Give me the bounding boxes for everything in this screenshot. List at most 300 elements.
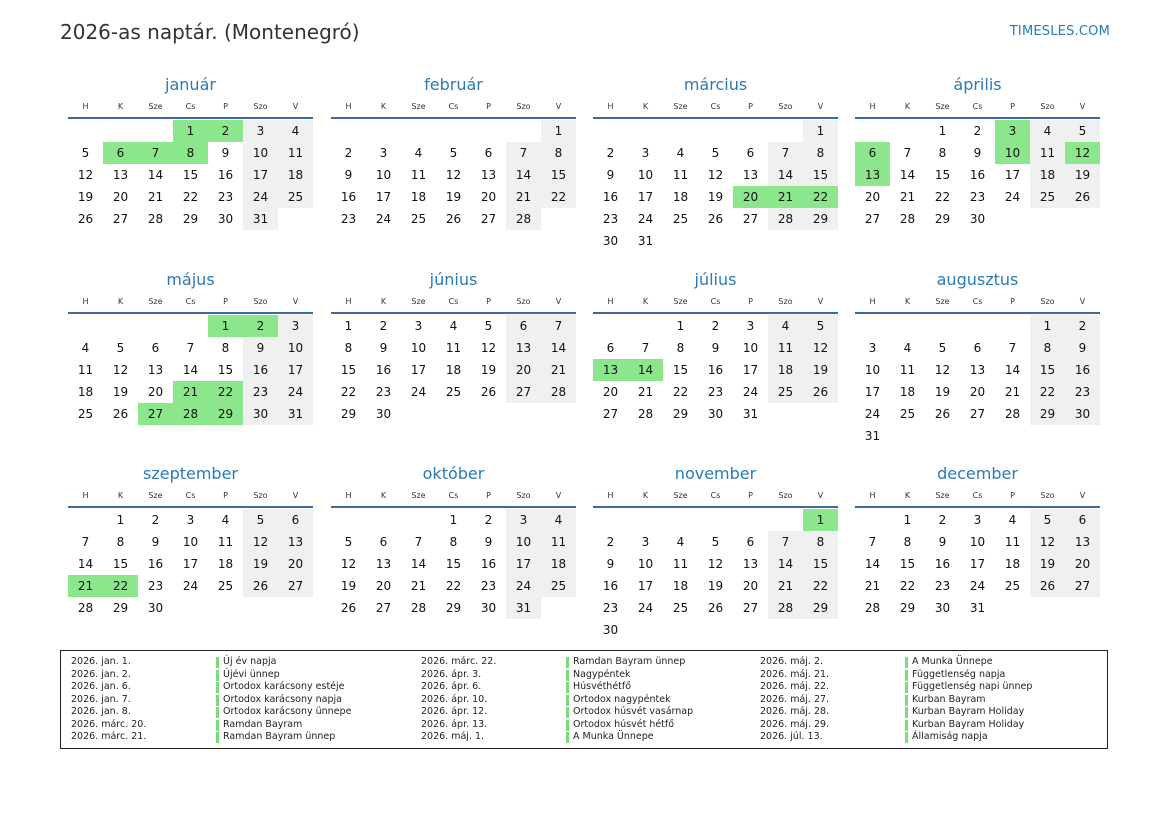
day-cell: 3 xyxy=(414,319,423,333)
day-cell: 17 xyxy=(410,363,427,377)
weekday-label: Szo xyxy=(1040,297,1055,306)
weekday-label: Cs xyxy=(972,491,983,500)
legend-holiday-name: Húsvéthétfő xyxy=(573,681,632,692)
day-cell: 30 xyxy=(480,601,497,615)
day-cell: 20 xyxy=(1065,553,1100,575)
day-cell: 28 xyxy=(768,597,803,619)
day-cell: 25 xyxy=(1004,579,1021,593)
weekday-header xyxy=(855,489,1100,503)
day-cell: 6 xyxy=(1065,509,1100,531)
holiday-day-cell: 6 xyxy=(103,142,138,164)
holiday-day-cell: 1 xyxy=(208,315,243,337)
weekday-header xyxy=(593,100,838,114)
day-cell: 6 xyxy=(746,535,755,549)
day-cell: 16 xyxy=(217,168,234,182)
weekday-label: P xyxy=(1010,102,1015,111)
day-cell: 7 xyxy=(641,341,650,355)
weekday-label: Cs xyxy=(710,491,721,500)
weekday-label: V xyxy=(817,102,824,111)
legend-holiday-name: Ramdan Bayram xyxy=(223,718,303,730)
day-cell: 23 xyxy=(147,579,164,593)
legend-color-bar xyxy=(905,732,908,743)
weekday-label: Cs xyxy=(448,102,459,111)
day-cell: 25 xyxy=(445,385,462,399)
day-cell: 19 xyxy=(445,190,462,204)
day-cell: 28 xyxy=(637,407,654,421)
day-cell: 25 xyxy=(77,407,94,421)
day-cell: 18 xyxy=(768,359,803,381)
day-cell: 1 xyxy=(541,120,576,142)
weekday-label: Sze xyxy=(148,297,163,306)
legend-date: 2026. jan. 2. xyxy=(71,668,131,680)
weekday-label: H xyxy=(869,102,876,111)
day-cell: 16 xyxy=(602,190,619,204)
weekday-label: Szo xyxy=(516,297,531,306)
day-cell: 24 xyxy=(278,381,313,403)
weekday-header xyxy=(593,295,838,309)
day-cell: 26 xyxy=(1065,186,1100,208)
day-cell: 20 xyxy=(147,385,164,399)
month-name: november xyxy=(674,464,757,483)
weekday-label: P xyxy=(1010,491,1015,500)
day-cell: 20 xyxy=(969,385,986,399)
day-cell: 16 xyxy=(243,359,278,381)
legend-color-bar xyxy=(216,720,219,731)
legend-date: 2026. ápr. 10. xyxy=(421,693,488,705)
day-cell: 13 xyxy=(112,168,129,182)
holiday-day-cell: 12 xyxy=(1065,142,1100,164)
day-cell: 15 xyxy=(112,557,129,571)
legend-date: 2026. máj. 2. xyxy=(760,656,824,667)
weekday-label: Cs xyxy=(185,102,196,111)
day-cell: 24 xyxy=(243,186,278,208)
day-cell: 21 xyxy=(637,385,654,399)
day-cell: 9 xyxy=(606,168,615,182)
day-cell: 23 xyxy=(969,190,986,204)
day-cell: 4 xyxy=(1008,513,1017,527)
day-cell: 8 xyxy=(803,142,838,164)
day-cell: 21 xyxy=(1004,385,1021,399)
weekday-label: P xyxy=(223,102,228,111)
holiday-day-cell: 27 xyxy=(138,403,173,425)
day-cell: 30 xyxy=(1065,403,1100,425)
day-cell: 24 xyxy=(969,579,986,593)
day-cell: 23 xyxy=(707,385,724,399)
weekday-label: V xyxy=(1079,297,1086,306)
weekday-label: V xyxy=(1079,102,1086,111)
day-cell: 20 xyxy=(375,579,392,593)
legend-holiday-name: Kurban Bayram Holiday xyxy=(912,718,1025,730)
day-cell: 4 xyxy=(676,535,685,549)
header-rule xyxy=(593,117,838,119)
day-cell: 21 xyxy=(864,579,881,593)
day-cell: 1 xyxy=(116,513,125,527)
legend-holiday-name: Ortodox karácsony ünnepe xyxy=(223,706,352,717)
weekday-label: P xyxy=(223,491,228,500)
legend-color-bar xyxy=(905,682,908,693)
header-rule xyxy=(331,312,576,314)
day-cell: 9 xyxy=(606,557,615,571)
day-cell: 15 xyxy=(803,553,838,575)
legend-holiday-name: Ramdan Bayram ünnep xyxy=(573,656,686,667)
legend-holiday-name: Államiság napja xyxy=(912,731,988,742)
day-cell: 2 xyxy=(484,513,493,527)
header-rule xyxy=(331,506,576,508)
day-cell: 12 xyxy=(77,168,94,182)
day-cell: 10 xyxy=(278,337,313,359)
day-cell: 23 xyxy=(340,212,357,226)
holiday-day-cell: 1 xyxy=(173,120,208,142)
weekday-header xyxy=(68,100,313,114)
legend-item xyxy=(421,719,751,732)
day-cell: 24 xyxy=(375,212,392,226)
legend-color-bar xyxy=(216,670,219,681)
day-cell: 15 xyxy=(340,363,357,377)
day-cell: 28 xyxy=(768,208,803,230)
day-cell: 31 xyxy=(864,429,881,443)
day-cell: 13 xyxy=(742,557,759,571)
legend-color-bar xyxy=(905,695,908,706)
day-cell: 12 xyxy=(934,363,951,377)
weekday-label: Sze xyxy=(411,491,426,500)
day-cell: 28 xyxy=(410,601,427,615)
legend-item xyxy=(421,669,751,682)
legend-color-bar xyxy=(216,695,219,706)
day-cell: 30 xyxy=(602,234,619,248)
weekday-label: P xyxy=(1010,297,1015,306)
day-cell: 11 xyxy=(768,337,803,359)
weekday-label: K xyxy=(380,102,387,111)
weekday-label: K xyxy=(117,491,124,500)
day-cell: 8 xyxy=(221,341,230,355)
day-cell: 20 xyxy=(480,190,497,204)
day-cell: 6 xyxy=(379,535,388,549)
day-cell: 22 xyxy=(803,575,838,597)
day-cell: 15 xyxy=(217,363,234,377)
weekday-header xyxy=(593,489,838,503)
legend-item xyxy=(760,694,1090,707)
day-cell: 2 xyxy=(711,319,720,333)
day-cell: 9 xyxy=(344,168,353,182)
holiday-day-cell: 20 xyxy=(733,186,768,208)
day-cell: 18 xyxy=(278,164,313,186)
day-cell: 16 xyxy=(375,363,392,377)
day-cell: 17 xyxy=(278,359,313,381)
day-cell: 6 xyxy=(506,315,541,337)
day-cell: 26 xyxy=(480,385,497,399)
weekday-label: K xyxy=(904,297,911,306)
day-cell: 8 xyxy=(938,146,947,160)
legend-date: 2026. ápr. 13. xyxy=(421,718,488,730)
day-cell: 26 xyxy=(340,601,357,615)
day-cell: 24 xyxy=(864,407,881,421)
day-cell: 20 xyxy=(742,579,759,593)
day-cell: 2 xyxy=(938,513,947,527)
day-cell: 18 xyxy=(217,557,234,571)
day-cell: 7 xyxy=(768,531,803,553)
weekday-label: H xyxy=(345,297,352,306)
day-cell: 31 xyxy=(278,403,313,425)
legend-date: 2026. jan. 7. xyxy=(71,693,131,705)
weekday-label: Sze xyxy=(148,491,163,500)
day-cell: 7 xyxy=(81,535,90,549)
day-cell: 16 xyxy=(480,557,497,571)
day-cell: 25 xyxy=(768,381,803,403)
day-cell: 13 xyxy=(147,363,164,377)
day-cell: 25 xyxy=(541,575,576,597)
weekday-label: Szo xyxy=(253,491,268,500)
day-cell: 23 xyxy=(243,381,278,403)
day-cell: 28 xyxy=(899,212,916,226)
weekday-label: Cs xyxy=(185,297,196,306)
legend-holiday-name: Ortodox nagypéntek xyxy=(573,693,671,705)
day-cell: 29 xyxy=(934,212,951,226)
weekday-header xyxy=(331,295,576,309)
day-cell: 4 xyxy=(676,146,685,160)
weekday-label: H xyxy=(607,297,614,306)
day-cell: 2 xyxy=(606,146,615,160)
day-cell: 23 xyxy=(480,579,497,593)
holiday-day-cell: 14 xyxy=(628,359,663,381)
day-cell: 11 xyxy=(77,363,94,377)
day-cell: 26 xyxy=(803,381,838,403)
day-cell: 30 xyxy=(375,407,392,421)
legend-item xyxy=(71,706,401,719)
day-cell: 20 xyxy=(278,553,313,575)
day-cell: 3 xyxy=(506,509,541,531)
day-cell: 11 xyxy=(1004,535,1021,549)
legend-item xyxy=(760,731,1090,744)
month-name: március xyxy=(683,75,748,94)
day-cell: 1 xyxy=(803,120,838,142)
weekday-label: Cs xyxy=(972,102,983,111)
day-cell: 11 xyxy=(278,142,313,164)
legend-holiday-name: Ortodox húsvét vasárnap xyxy=(573,706,694,717)
day-cell: 3 xyxy=(186,513,195,527)
day-cell: 7 xyxy=(541,315,576,337)
day-cell: 29 xyxy=(899,601,916,615)
day-cell: 20 xyxy=(602,385,619,399)
day-cell: 4 xyxy=(1030,120,1065,142)
weekday-label: Sze xyxy=(673,102,688,111)
day-cell: 10 xyxy=(410,341,427,355)
day-cell: 10 xyxy=(506,531,541,553)
holiday-day-cell: 10 xyxy=(995,142,1030,164)
day-cell: 23 xyxy=(602,212,619,226)
day-cell: 23 xyxy=(934,579,951,593)
day-cell: 1 xyxy=(1030,315,1065,337)
day-cell: 26 xyxy=(1030,575,1065,597)
day-cell: 14 xyxy=(864,557,881,571)
day-cell: 18 xyxy=(899,385,916,399)
header-rule xyxy=(855,312,1100,314)
day-cell: 5 xyxy=(711,146,720,160)
day-cell: 10 xyxy=(864,363,881,377)
legend-item xyxy=(421,681,751,694)
day-cell: 8 xyxy=(449,535,458,549)
day-cell: 3 xyxy=(278,315,313,337)
day-cell: 5 xyxy=(803,315,838,337)
legend-color-bar xyxy=(216,657,219,668)
day-cell: 15 xyxy=(445,557,462,571)
day-cell: 12 xyxy=(445,168,462,182)
weekday-header xyxy=(855,295,1100,309)
day-cell: 18 xyxy=(672,579,689,593)
day-cell: 3 xyxy=(641,146,650,160)
day-cell: 3 xyxy=(379,146,388,160)
day-cell: 3 xyxy=(641,535,650,549)
day-cell: 4 xyxy=(278,120,313,142)
day-cell: 2 xyxy=(344,146,353,160)
legend-holiday-name: Ortodox karácsony estéje xyxy=(223,681,345,692)
day-cell: 4 xyxy=(449,319,458,333)
day-cell: 25 xyxy=(1030,186,1065,208)
day-cell: 20 xyxy=(506,359,541,381)
day-cell: 16 xyxy=(969,168,986,182)
month-name: augusztus xyxy=(936,270,1019,289)
day-cell: 14 xyxy=(182,363,199,377)
weekday-label: P xyxy=(748,102,753,111)
day-cell: 19 xyxy=(480,363,497,377)
legend-holiday-name: Ramdan Bayram ünnep xyxy=(223,731,336,742)
day-cell: 27 xyxy=(112,212,129,226)
holiday-day-cell: 1 xyxy=(803,509,838,531)
day-cell: 12 xyxy=(340,557,357,571)
weekday-label: Szo xyxy=(253,102,268,111)
weekday-label: H xyxy=(82,491,89,500)
day-cell: 28 xyxy=(147,212,164,226)
holiday-day-cell: 28 xyxy=(173,403,208,425)
weekday-label: Sze xyxy=(935,102,950,111)
weekday-label: K xyxy=(642,491,649,500)
weekday-label: Szo xyxy=(516,102,531,111)
weekday-label: Sze xyxy=(673,297,688,306)
legend-item xyxy=(71,681,401,694)
legend-color-bar xyxy=(905,707,908,718)
day-cell: 27 xyxy=(375,601,392,615)
day-cell: 19 xyxy=(934,385,951,399)
day-cell: 6 xyxy=(973,341,982,355)
header-rule xyxy=(331,117,576,119)
day-cell: 1 xyxy=(938,124,947,138)
legend-item xyxy=(760,719,1090,732)
day-cell: 18 xyxy=(77,385,94,399)
page-title: 2026-as naptár. (Montenegró) xyxy=(60,20,360,44)
day-cell: 10 xyxy=(375,168,392,182)
day-cell: 8 xyxy=(903,535,912,549)
day-cell: 27 xyxy=(506,381,541,403)
day-cell: 25 xyxy=(672,601,689,615)
weekday-label: H xyxy=(345,491,352,500)
day-cell: 28 xyxy=(1004,407,1021,421)
day-cell: 7 xyxy=(868,535,877,549)
day-cell: 2 xyxy=(151,513,160,527)
brand-link[interactable]: TIMESLES.COM xyxy=(1009,24,1110,39)
header-rule xyxy=(68,506,313,508)
day-cell: 27 xyxy=(864,212,881,226)
day-cell: 17 xyxy=(637,190,654,204)
legend-item xyxy=(71,731,401,744)
legend-item xyxy=(421,656,751,669)
day-cell: 1 xyxy=(903,513,912,527)
day-cell: 30 xyxy=(243,403,278,425)
weekday-label: Cs xyxy=(710,102,721,111)
weekday-label: Szo xyxy=(778,102,793,111)
legend-color-bar xyxy=(905,657,908,668)
weekday-label: P xyxy=(486,491,491,500)
day-cell: 19 xyxy=(243,553,278,575)
header-rule xyxy=(593,312,838,314)
holiday-day-cell: 22 xyxy=(208,381,243,403)
day-cell: 27 xyxy=(1065,575,1100,597)
weekday-label: H xyxy=(869,297,876,306)
legend-color-bar xyxy=(216,682,219,693)
weekday-label: Cs xyxy=(448,491,459,500)
day-cell: 6 xyxy=(278,509,313,531)
day-cell: 5 xyxy=(81,146,90,160)
day-cell: 11 xyxy=(410,168,427,182)
day-cell: 3 xyxy=(243,120,278,142)
day-cell: 15 xyxy=(934,168,951,182)
legend-date: 2026. máj. 28. xyxy=(760,706,830,717)
day-cell: 14 xyxy=(506,164,541,186)
day-cell: 5 xyxy=(938,341,947,355)
day-cell: 14 xyxy=(410,557,427,571)
weekday-label: Sze xyxy=(148,102,163,111)
header-rule xyxy=(593,506,838,508)
weekday-label: H xyxy=(607,491,614,500)
legend-item xyxy=(71,719,401,732)
legend-color-bar xyxy=(566,657,569,668)
holiday-day-cell: 8 xyxy=(173,142,208,164)
legend-holiday-name: A Munka Ünnepe xyxy=(912,656,993,667)
day-cell: 12 xyxy=(480,341,497,355)
legend-holiday-name: Kurban Bayram xyxy=(912,693,986,705)
holiday-day-cell: 21 xyxy=(768,186,803,208)
day-cell: 24 xyxy=(742,385,759,399)
weekday-label: K xyxy=(642,297,649,306)
legend-holiday-name: Függetlenség napi ünnep xyxy=(912,681,1033,692)
day-cell: 9 xyxy=(221,146,230,160)
day-cell: 22 xyxy=(672,385,689,399)
weekday-label: H xyxy=(82,297,89,306)
weekday-label: K xyxy=(117,297,124,306)
weekday-label: Cs xyxy=(185,491,196,500)
weekday-label: V xyxy=(1079,491,1086,500)
day-cell: 13 xyxy=(742,168,759,182)
day-cell: 21 xyxy=(147,190,164,204)
day-cell: 7 xyxy=(186,341,195,355)
holiday-day-cell: 22 xyxy=(803,186,838,208)
day-cell: 29 xyxy=(803,597,838,619)
holiday-day-cell: 21 xyxy=(173,381,208,403)
day-cell: 10 xyxy=(182,535,199,549)
day-cell: 6 xyxy=(746,146,755,160)
legend-color-bar xyxy=(566,682,569,693)
day-cell: 31 xyxy=(969,601,986,615)
day-cell: 15 xyxy=(803,164,838,186)
day-cell: 19 xyxy=(340,579,357,593)
weekday-label: K xyxy=(642,102,649,111)
day-cell: 24 xyxy=(182,579,199,593)
legend-date: 2026. máj. 27. xyxy=(760,693,830,705)
day-cell: 30 xyxy=(969,212,986,226)
day-cell: 2 xyxy=(973,124,982,138)
weekday-label: P xyxy=(748,297,753,306)
day-cell: 19 xyxy=(77,190,94,204)
legend-item xyxy=(71,694,401,707)
weekday-label: H xyxy=(345,102,352,111)
